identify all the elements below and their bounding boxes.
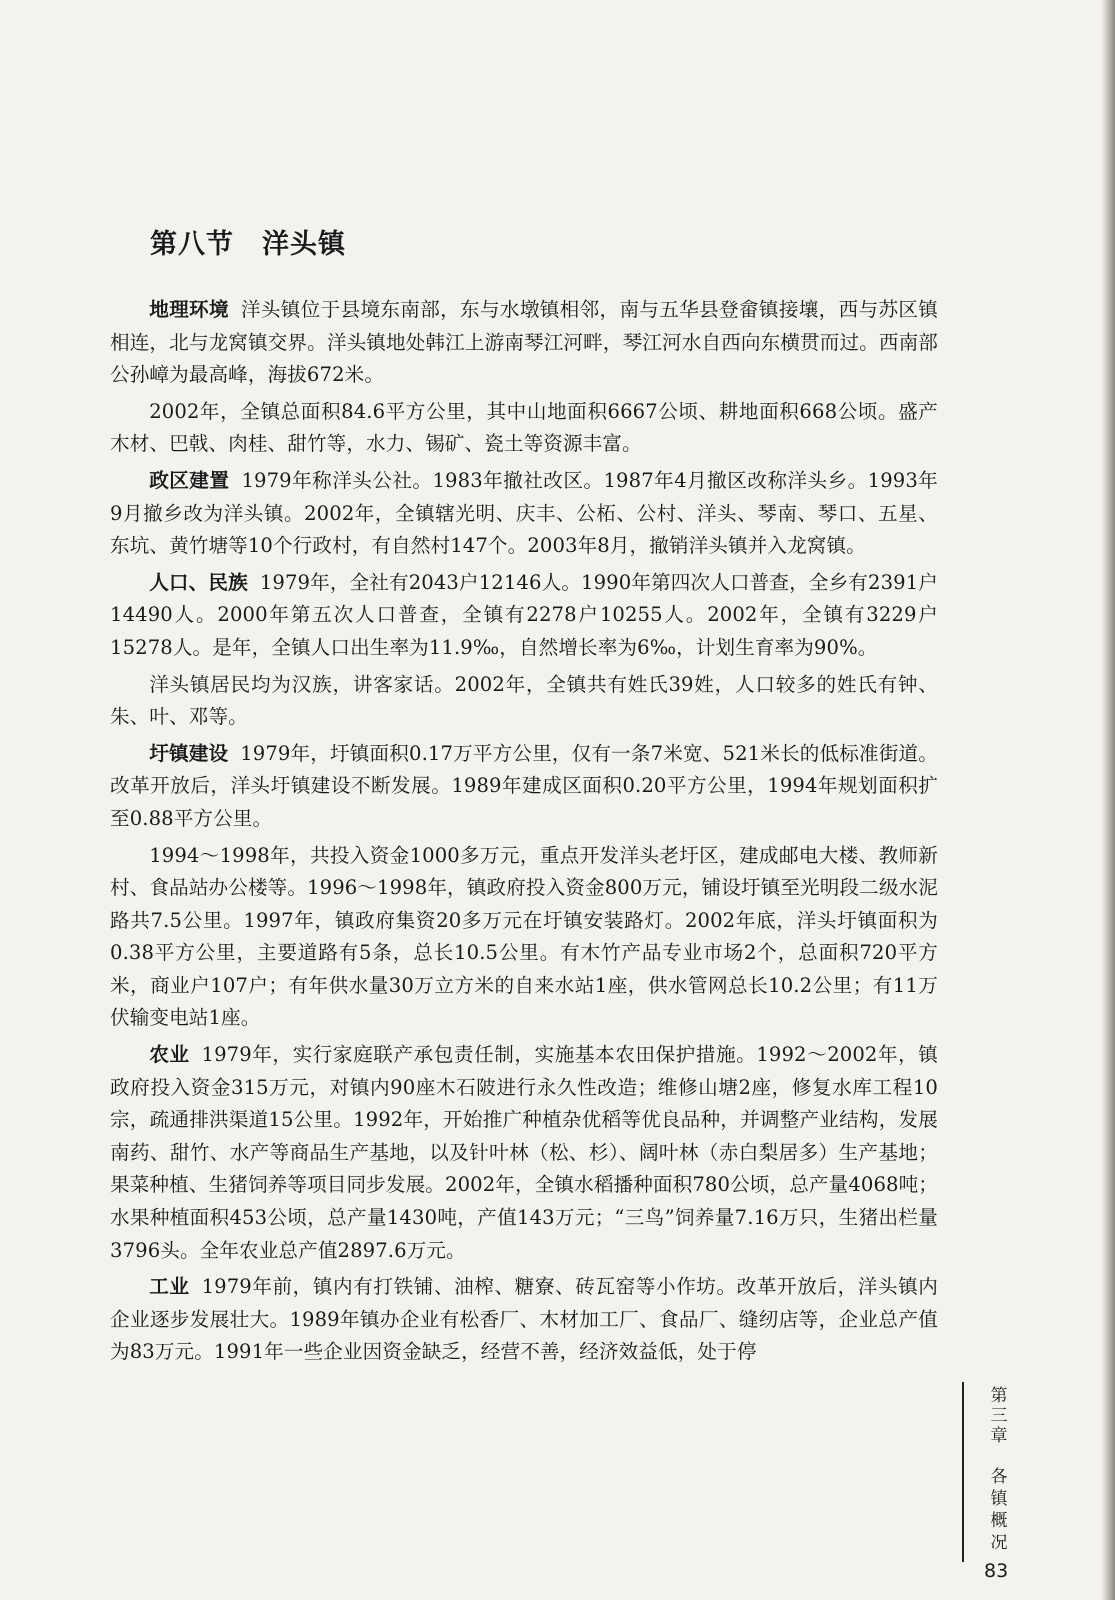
paragraph-text: 1979年，全社有2043户12146人。1990年第四次人口普查，全乡有2391户14490人。2000年第五次人口普查，全镇有2278户10255人。2002年，全镇有3229户15278人。是年，全镇人口出生率为11.9‰，自然增长率为6‰，计划生育率为90%。 (110, 570, 938, 659)
paragraph-text: 1994～1998年，共投入资金1000多万元，重点开发洋头老圩区，建成邮电大楼、教师新村、食品站办公楼等。1996～1998年，镇政府投入资金800万元，铺设圩镇至光明段二级水泥路共7.5公里。1997年，镇政府集资20多万元在圩镇安装路灯。2002年底，洋头圩镇面积为0.38平方公里，主要道路有5条，总长10.5公里。有木竹产品专业市场2个，总面积720平方米，商业户107户；有年供水量30万立方米的自来水站1座，供水管网总长10.2公里；有11万伏输变电站1座。 (110, 843, 938, 1030)
paragraph-lead: 政区建置 (149, 468, 230, 492)
body-text (110, 294, 938, 1373)
paragraph-text: 1979年，实行家庭联产承包责任制，实施基本农田保护措施。1992～2002年，镇政府投入资金315万元，对镇内90座木石陂进行永久性改造；维修山塘2座，修复水库工程10宗，疏通排洪渠道15公里。1992年，开始推广种植杂优稻等优良品种，并调整产业结构，发展南药、甜竹、水产等商品生产基地，以及针叶林（松、杉）、阔叶林（赤白梨居多）生产基地；果菜种植、生猪饲养等项目同步发展。2002年，全镇水稻播种面积780公顷，总产量4068吨；水果种植面积453公顷，总产量1430吨，产值143万元；“三鸟”饲养量7.16万只，生猪出栏量3796头。全年农业总产值2897.6万元。 (110, 1043, 938, 1262)
paragraph-text: 洋头镇居民均为汉族，讲客家话。2002年，全镇共有姓氏39姓，人口较多的姓氏有钟、朱、叶、邓等。 (110, 672, 938, 729)
paragraph-industry (110, 1271, 938, 1369)
paragraph-lead: 圩镇建设 (149, 741, 229, 765)
paragraph-geography (110, 294, 938, 392)
paragraph-area (110, 396, 938, 461)
paragraph-lead: 地理环境 (149, 298, 229, 321)
paragraph-ethnicity (110, 669, 938, 734)
paragraph-text: 1979年前，镇内有打铁铺、油榨、糖寮、砖瓦窑等小作坊。改革开放后，洋头镇内企业逐步发展壮大。1989年镇办企业有松香厂、木材加工厂、食品厂、缝纫店等，企业总产值为83万元。1991年一些企业因资金缺乏，经营不善，经济效益低，处于停 (110, 1275, 938, 1364)
paragraph-lead: 工业 (149, 1275, 190, 1299)
section-title: 第八节 洋头镇 (150, 229, 346, 260)
scan-edge-shadow (1101, 0, 1115, 1600)
paragraph-text: 1979年称洋头公社。1983年撤社改区。1987年4月撤区改称洋头乡。1993年9月撤乡改为洋头镇。2002年，全镇辖光明、庆丰、公柘、公村、洋头、琴南、琴口、五星、东坑、黄竹塘等10个行政村，有自然村147个。2003年8月，撤销洋头镇并入龙窝镇。 (110, 468, 938, 558)
page-number: 83 (984, 1560, 1009, 1582)
paragraph-town-construction (110, 738, 938, 836)
paragraph-text: 1979年，圩镇面积0.17万平方公里，仅有一条7米宽、521米长的低标准街道。改革开放后，洋头圩镇建设不断发展。1989年建成区面积0.20平方公里，1994年规划面积扩至0.88平方公里。 (110, 741, 938, 830)
section-label: 各镇概况 (990, 1467, 1008, 1553)
paragraph-investment (110, 840, 938, 1036)
paragraph-text: 洋头镇位于县境东南部，东与水墩镇相邻，南与五华县登畲镇接壤，西与苏区镇相连，北与龙窝镇交界。洋头镇地处韩江上游南琴江河畔，琴江河水自西向东横贯而过。西南部公孙嶂为最高峰，海拔672米。 (110, 298, 938, 387)
paragraph-lead: 人口、民族 (149, 570, 248, 594)
paragraph-administration (110, 465, 938, 563)
paragraph-text: 2002年，全镇总面积84.6平方公里，其中山地面积6667公顷、耕地面积668公顷。盛产木材、巴戟、肉桂、甜竹等，水力、锡矿、瓷土等资源丰富。 (110, 399, 938, 456)
sidebar-divider (962, 1382, 964, 1562)
paragraph-lead: 农业 (149, 1043, 190, 1067)
paragraph-population (110, 567, 938, 665)
chapter-label: 第三章 (990, 1386, 1008, 1446)
paragraph-agriculture (110, 1039, 938, 1267)
